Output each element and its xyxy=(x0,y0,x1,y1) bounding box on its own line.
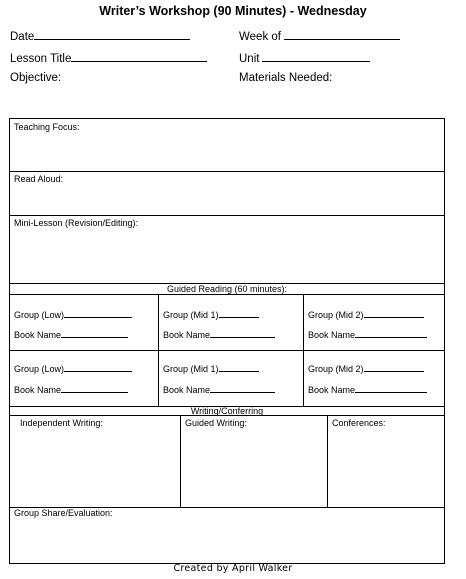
divider xyxy=(10,415,444,416)
group-mid1-label: Group (Mid 1) xyxy=(163,364,219,374)
book-name-line xyxy=(355,383,427,393)
lesson-title-label: Lesson Title xyxy=(10,53,72,65)
column-divider xyxy=(180,415,181,507)
unit-field[interactable] xyxy=(239,50,370,65)
group-share-label: Group Share/Evaluation: xyxy=(14,508,113,518)
group-low-label: Group (Low) xyxy=(14,310,65,320)
unit-line xyxy=(262,50,370,62)
lesson-plan-grid xyxy=(9,118,445,564)
book-name-line xyxy=(61,328,128,338)
group-low-line xyxy=(64,362,132,372)
conferences-label: Conferences: xyxy=(332,418,386,428)
divider xyxy=(10,171,444,172)
writing-conferring-label: Writing/Conferring xyxy=(190,406,264,416)
divider xyxy=(10,294,444,295)
objective-label: Objective: xyxy=(10,72,62,84)
book-name-label: Book Name xyxy=(14,385,62,395)
book-name-label: Book Name xyxy=(308,385,356,395)
date-field[interactable] xyxy=(10,28,190,43)
group-mid2-line xyxy=(364,308,424,318)
book-name-field[interactable] xyxy=(163,328,275,340)
read-aloud-label: Read Aloud: xyxy=(14,174,64,184)
teaching-focus-label: Teaching Focus: xyxy=(14,122,80,132)
mini-lesson-label: Mini-Lesson (Revision/Editing): xyxy=(14,218,139,228)
book-name-field[interactable] xyxy=(14,383,128,395)
column-divider xyxy=(327,415,328,507)
lesson-title-field[interactable] xyxy=(10,50,207,65)
guided-reading-label: Guided Reading (60 minutes): xyxy=(166,284,288,294)
divider xyxy=(10,215,444,216)
group-mid2-label: Group (Mid 2) xyxy=(308,364,364,374)
group-mid2-label: Group (Mid 2) xyxy=(308,310,364,320)
group-mid1-field[interactable] xyxy=(163,308,259,320)
book-name-line xyxy=(355,328,427,338)
book-name-line xyxy=(210,383,275,393)
independent-writing-label: Independent Writing: xyxy=(20,418,103,428)
materials-label: Materials Needed: xyxy=(239,72,333,84)
book-name-line xyxy=(210,328,275,338)
group-mid1-line xyxy=(219,362,259,372)
book-name-field[interactable] xyxy=(308,383,427,395)
lesson-title-line xyxy=(71,50,207,62)
date-line xyxy=(34,28,190,40)
week-of-label: Week of xyxy=(239,31,281,43)
week-of-line xyxy=(284,28,400,40)
group-low-label: Group (Low) xyxy=(14,364,65,374)
book-name-label: Book Name xyxy=(163,385,211,395)
group-low-line xyxy=(64,308,132,318)
divider xyxy=(10,350,444,351)
unit-label: Unit xyxy=(239,53,260,65)
group-low-field[interactable] xyxy=(14,362,132,374)
book-name-label: Book Name xyxy=(308,330,356,340)
group-mid1-field[interactable] xyxy=(163,362,259,374)
book-name-field[interactable] xyxy=(308,328,427,340)
group-mid2-field[interactable] xyxy=(308,308,424,320)
group-mid1-line xyxy=(219,308,259,318)
book-name-label: Book Name xyxy=(163,330,211,340)
group-mid2-field[interactable] xyxy=(308,362,424,374)
book-name-line xyxy=(61,383,128,393)
guided-writing-label: Guided Writing: xyxy=(185,418,247,428)
week-of-field[interactable] xyxy=(239,28,400,43)
book-name-field[interactable] xyxy=(163,383,275,395)
group-mid1-label: Group (Mid 1) xyxy=(163,310,219,320)
group-mid2-line xyxy=(364,362,424,372)
group-low-field[interactable] xyxy=(14,308,132,320)
book-name-field[interactable] xyxy=(14,328,128,340)
page-title: Writer’s Workshop (90 Minutes) - Wednesday xyxy=(99,4,367,18)
footer-credit: Created by April Walker xyxy=(173,563,293,574)
book-name-label: Book Name xyxy=(14,330,62,340)
date-label: Date xyxy=(10,31,35,43)
